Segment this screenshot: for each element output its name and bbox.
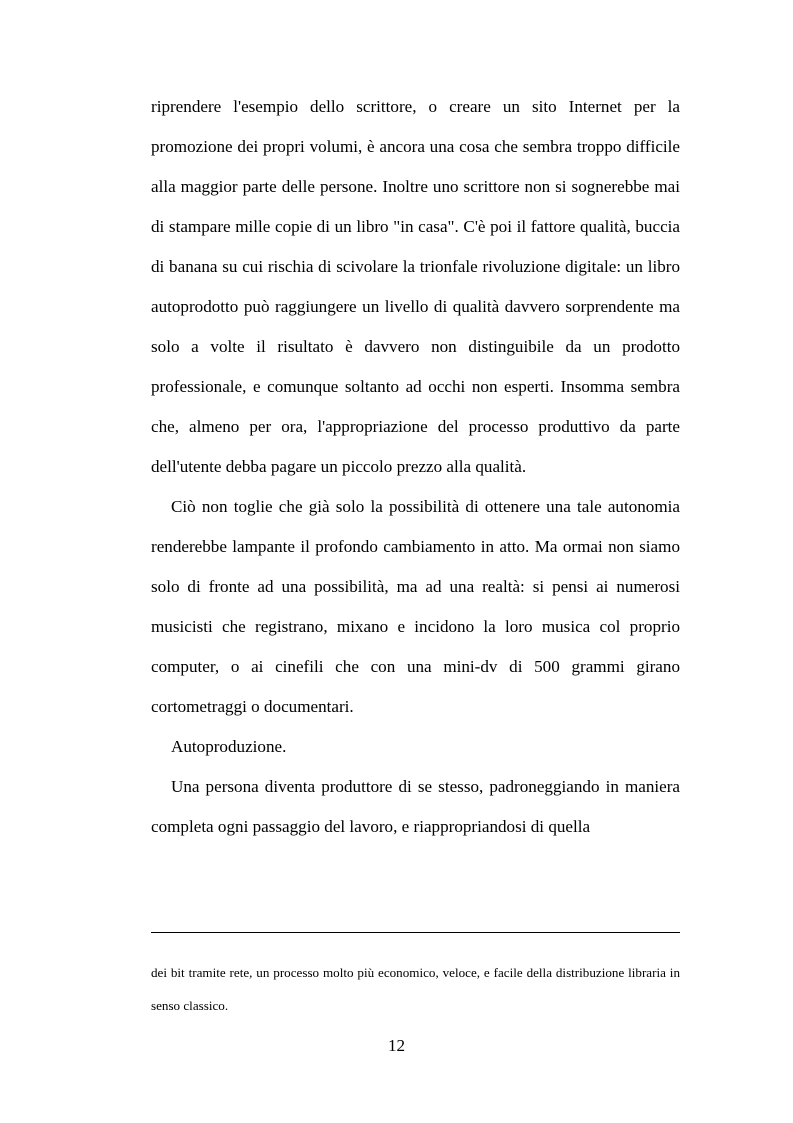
paragraph: Ciò non toglie che già solo la possibilità di ottenere una tale autonomia renderebbe lampante il profondo cambiamento in atto. Ma ormai non siamo solo di fronte ad una possibilità, ma ad una realtà: si pensi ai numerosi musicisti che registrano, mixano e incidono la loro musica col proprio computer, o ai cinefili che con una mini-dv di 500 grammi girano cortometraggi o documentari. xyxy=(151,497,680,716)
page-number: 12 xyxy=(387,1036,406,1055)
paragraph-heading-line: Autoproduzione. xyxy=(171,737,287,756)
footnote-separator xyxy=(151,932,680,933)
paragraph-continuation: riprendere l'esempio dello scrittore, o creare un sito Internet per la promozione dei propri volumi, è ancora una cosa che sembra troppo difficile alla maggior parte delle persone. Inoltre uno scrittore non si sognerebbe mai di stampare mille copie di un libro "in casa". C'è poi il fattore qualità, buccia di banana su cui rischia di scivolare la trionfale rivoluzione digitale: un libro autoprodotto può raggiungere un livello di qualità davvero sorprendente ma solo a volte il risultato è davvero non distinguibile da un prodotto professionale, e comunque soltanto ad occhi non esperti. Insomma sembra che, almeno per ora, l'appropriazione del processo produttivo da parte dell'utente debba pagare un piccolo prezzo alla qualità. xyxy=(151,97,680,476)
footnote-text: dei bit tramite rete, un processo molto più economico, veloce, e facile della distribuzione libraria in senso classico. xyxy=(151,965,680,1013)
paragraph: Una persona diventa produttore di se stesso, padroneggiando in maniera completa ogni passaggio del lavoro, e riappropriandosi di quella xyxy=(151,777,680,836)
body-text xyxy=(151,87,680,847)
footnote xyxy=(151,956,680,1022)
